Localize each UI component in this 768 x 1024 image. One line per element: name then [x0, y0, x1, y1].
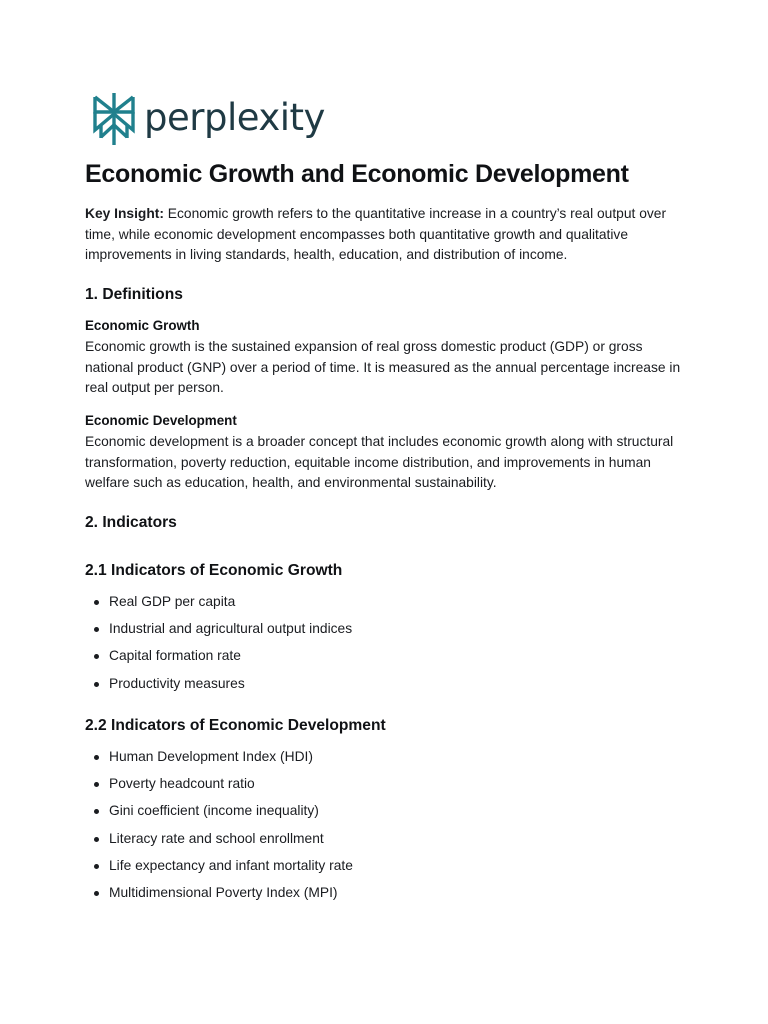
economic-growth-definition: Economic growth is the sustained expansion of real gross domestic product (GDP) or gross national product (GNP) over a period of time. It is measured as the annual percentage increase in real output per person. — [85, 339, 681, 396]
development-indicators-list — [85, 747, 353, 910]
bullet-icon — [94, 782, 99, 787]
list-item: Poverty headcount ratio — [85, 774, 353, 801]
list-item: Human Development Index (HDI) — [85, 747, 353, 774]
economic-development-subheading: Economic Development — [85, 413, 237, 428]
bullet-icon — [94, 837, 99, 842]
growth-indicators-heading: 2.1 Indicators of Economic Growth — [85, 562, 343, 579]
indicators-heading: 2. Indicators — [85, 514, 177, 531]
list-item: Productivity measures — [85, 674, 352, 701]
key-insight — [85, 204, 685, 266]
bullet-icon — [94, 755, 99, 760]
list-item: Multidimensional Poverty Index (MPI) — [85, 883, 353, 910]
bullet-icon — [94, 891, 99, 896]
bullet-icon — [94, 600, 99, 605]
bullet-icon — [94, 682, 99, 687]
list-item: Literacy rate and school enrollment — [85, 829, 353, 856]
list-item: Life expectancy and infant mortality rate — [85, 856, 353, 883]
economic-growth-subheading: Economic Growth — [85, 318, 200, 333]
key-insight-text: Economic growth refers to the quantitative increase in a country’s real output over time, while economic development encompasses both quantitative growth and qualitative improvements in living standards, health, education, and distribution of income. — [85, 206, 667, 263]
bullet-icon — [94, 654, 99, 659]
bullet-icon — [94, 809, 99, 814]
list-item: Capital formation rate — [85, 646, 352, 673]
bullet-icon — [94, 627, 99, 632]
growth-indicators-list — [85, 592, 352, 701]
development-indicators-heading: 2.2 Indicators of Economic Development — [85, 717, 386, 734]
list-item: Industrial and agricultural output indices — [85, 619, 352, 646]
economic-development-definition: Economic development is a broader concept that includes economic growth along with structural transformation, poverty reduction, equitable income distribution, and improvements in human welfare such as education, health, and environmental sustainability. — [85, 434, 674, 491]
list-item: Real GDP per capita — [85, 592, 352, 619]
bullet-icon — [94, 864, 99, 869]
perplexity-logo-icon — [92, 92, 136, 146]
brand-logo — [92, 92, 325, 146]
list-item: Gini coefficient (income inequality) — [85, 801, 353, 828]
definitions-heading: 1. Definitions — [85, 286, 183, 303]
key-insight-label: Key Insight: — [85, 206, 164, 221]
brand-wordmark: perplexity — [144, 95, 325, 139]
page-title: Economic Growth and Economic Development — [85, 160, 629, 188]
